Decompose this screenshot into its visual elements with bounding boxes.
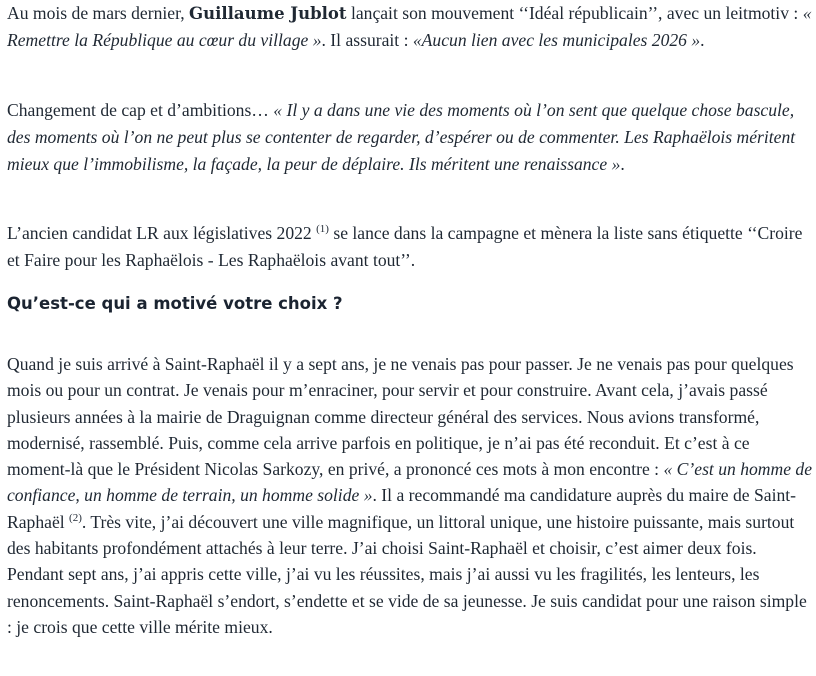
change-text-2: . [620,154,625,174]
question-heading: Qu’est-ce qui a motivé votre choix ? [7,294,343,313]
answer-paragraph [7,351,812,640]
answer-text-2: . Il a recommandé ma candidature auprès du maire de Saint-Raphaël [7,485,797,532]
interview-question [7,290,812,317]
answer-text-3: . Très vite, j’ai découvert une ville magnifique, un littoral unique, une histoire puissante, mais surtout des habitants profondément attachés à leur terre. J’ai choisi Saint-Raphaël et choisir, c’est aimer deux fois. Pendant sept ans, j’ai appris cette ville, j’ai vu les réussites, mais j’ai aussi vu les fragilités, les lenteurs, les renoncements. Saint-Raphaël s’endort, s’endette et se vide de sa jeunesse. Je suis candidat pour une raison simple : je crois que cette ville mérite mieux. [7,511,807,637]
intro-text-2: lançait son mouvement ‘‘Idéal républicain’’, avec un leitmotiv : [346,3,803,23]
intro-text-1: Au mois de mars dernier, [7,3,190,23]
sarkozy-quote: « C’est un homme de confiance, un homme de terrain, un homme solide » [7,459,813,506]
leitmotiv-quote: « Remettre la République au cœur du village » [7,3,812,50]
renaissance-quote: « Il y a dans une vie des moments où l’on sent que quelque chose bascule, des moments où l’on ne peut plus se contenter de regarder, d’espérer ou de commenter. Les Raphaëlois méritent mieux que l’immobilisme, la façade, la peur de déplaire. Ils méritent une renaissance » [7,100,796,174]
footnote-ref-2[interactable]: (2) [69,511,82,524]
intro-text-3: . Il assurait : [321,30,413,50]
change-paragraph [7,97,812,178]
change-text-1: Changement de cap et d’ambitions… [7,100,274,120]
intro-text-4: . [700,30,705,50]
municipales-quote: «Aucun lien avec les municipales 2026 » [412,30,701,50]
intro-paragraph [7,0,812,54]
answer-text-1: Quand je suis arrivé à Saint-Raphaël il y a sept ans, je ne venais pas pour passer. Je ne venais pas pour quelques mois ou pour un contrat. Je venais pour m’enraciner, pour servir et pour construire. Avant cela, j’avais passé plusieurs années à la mairie de Draguignan comme directeur général des services. Nous avions transformé, modernisé, rassemblé. Puis, comme cela arrive parfois en politique, je n’ai pas été reconduit. Et c’est à ce moment-là que le Président Nicolas Sarkozy, en privé, a prononcé ces mots à mon encontre : [7,354,794,480]
candidacy-text-2: se lance dans la campagne et mènera la liste sans étiquette ‘‘Croire et Faire pour les Raphaëlois - Les Raphaëlois avant tout’’. [7,223,803,270]
candidate-name: Guillaume Jublot [189,4,347,23]
candidacy-text-1: L’ancien candidat LR aux législatives 2022 [7,223,317,243]
candidacy-paragraph [7,220,812,274]
footnote-ref-1[interactable]: (1) [316,223,329,235]
